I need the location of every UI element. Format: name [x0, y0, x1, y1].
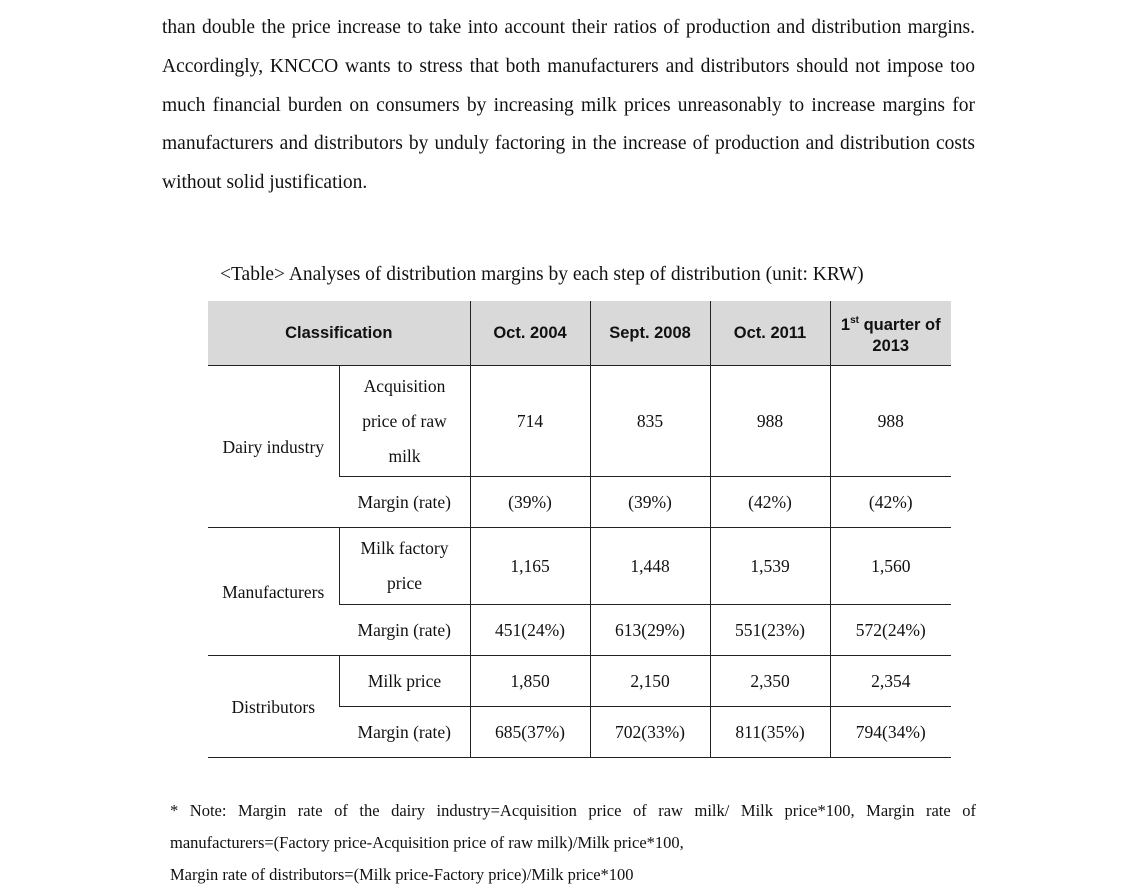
distribution-margins-table [208, 301, 951, 758]
group-label-dairy: Dairy industry [208, 366, 339, 528]
table-cell: 811(35%) [710, 707, 830, 758]
table-cell: 1,850 [470, 656, 590, 707]
header-oct-2004: Oct. 2004 [470, 301, 590, 366]
table-cell: 572(24%) [830, 605, 951, 656]
table-cell: (39%) [470, 477, 590, 528]
header-q1-ordinal: st [850, 314, 859, 326]
header-classification: Classification [208, 301, 470, 366]
table-cell: (42%) [830, 477, 951, 528]
table-cell: 2,350 [710, 656, 830, 707]
row-label: Milk price [339, 656, 470, 707]
table-cell: 1,165 [470, 528, 590, 605]
table-note [170, 795, 976, 891]
group-label-distributors: Distributors [208, 656, 339, 758]
table-cell: (39%) [590, 477, 710, 528]
table-cell: 835 [590, 366, 710, 477]
table-row [208, 528, 951, 605]
table-cell: 551(23%) [710, 605, 830, 656]
table-cell: 988 [830, 366, 951, 477]
table-row [208, 366, 951, 477]
group-label-manufacturers: Manufacturers [208, 528, 339, 656]
note-line-3: Margin rate of distributors=(Milk price-Factory price)/Milk price*100 [170, 865, 634, 884]
table-cell: 613(29%) [590, 605, 710, 656]
table-cell: 794(34%) [830, 707, 951, 758]
table-cell: 2,354 [830, 656, 951, 707]
table-cell: 988 [710, 366, 830, 477]
row-label: Margin (rate) [339, 605, 470, 656]
table-cell: 1,539 [710, 528, 830, 605]
header-oct-2011: Oct. 2011 [710, 301, 830, 366]
header-sept-2008: Sept. 2008 [590, 301, 710, 366]
table-cell: 702(33%) [590, 707, 710, 758]
table-caption: <Table> Analyses of distribution margins by each step of distribution (unit: KRW) [220, 264, 864, 285]
table-cell: 1,560 [830, 528, 951, 605]
row-label: Margin (rate) [339, 477, 470, 528]
header-q1-2013 [830, 301, 951, 366]
header-q1-rest: quarter of 2013 [863, 315, 941, 355]
row-label: Margin (rate) [339, 707, 470, 758]
table-row [208, 656, 951, 707]
note-line-1: * Note: Margin rate of the dairy industry=Acquisition price of raw milk/ Milk price*100, Margin rate of [170, 801, 976, 820]
row-label: Milk factory price [339, 528, 470, 605]
table-cell: 714 [470, 366, 590, 477]
row-label: Acquisition price of raw milk [339, 366, 470, 477]
table-cell: (42%) [710, 477, 830, 528]
table-cell: 1,448 [590, 528, 710, 605]
intro-paragraph: than double the price increase to take into account their ratios of production and distribution margins. Accordingly, KNCCO wants to stress that both manufacturers and distributors should not impose too much financial burden on consumers by increasing milk prices unreasonably to increase margins for manufacturers and distributors by unduly factoring in the increase of production and distribution costs without solid justification. [162, 17, 975, 194]
table-cell: 451(24%) [470, 605, 590, 656]
table-header-row [208, 301, 951, 366]
table-cell: 2,150 [590, 656, 710, 707]
note-line-2: manufacturers=(Factory price-Acquisition price of raw milk)/Milk price*100, [170, 833, 684, 852]
table-cell: 685(37%) [470, 707, 590, 758]
header-q1-number: 1 [840, 315, 851, 334]
